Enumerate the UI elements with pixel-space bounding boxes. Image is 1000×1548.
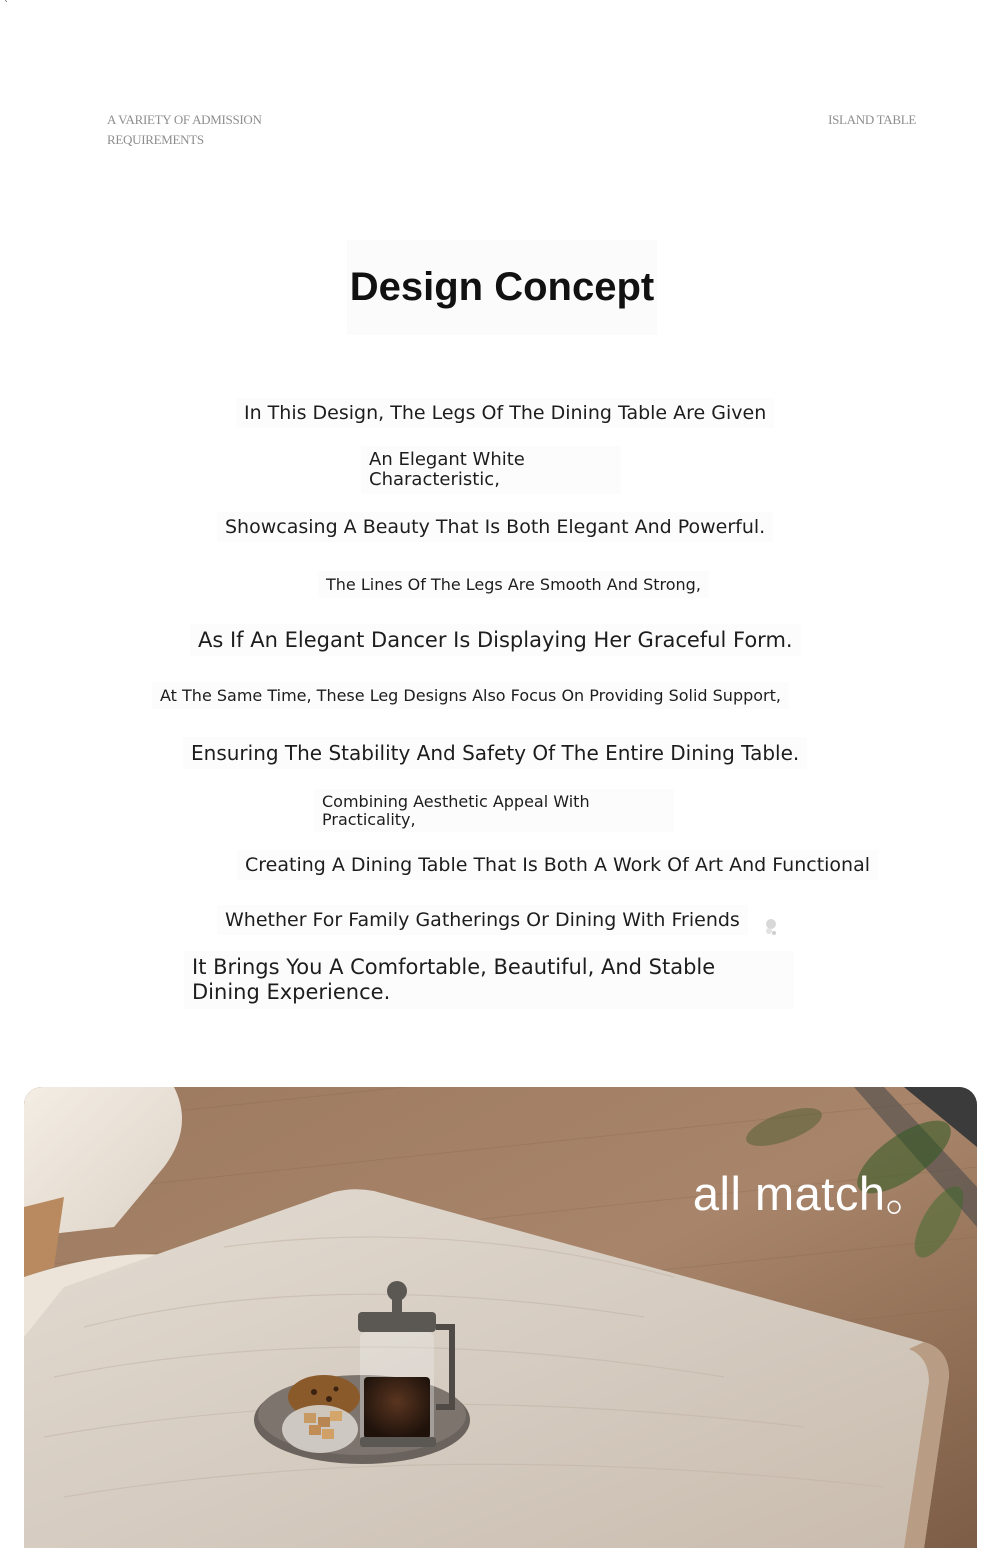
concept-line-2: An Elegant White Characteristic,	[361, 446, 621, 494]
concept-line-6: At The Same Time, These Leg Designs Also Focus On Providing Solid Support,	[152, 682, 789, 709]
product-photo	[24, 1087, 977, 1548]
header-right-text: ISLAND TABLE	[828, 112, 916, 127]
concept-line-9: Creating A Dining Table That Is Both A Work Of Art And Functional	[237, 850, 878, 880]
smudge-mark	[758, 914, 784, 940]
concept-line-8: Combining Aesthetic Appeal With Practicality,	[314, 789, 674, 832]
concept-line-5: As If An Elegant Dancer Is Displaying Her Graceful Form.	[190, 624, 801, 656]
concept-line-7: Ensuring The Stability And Safety Of The Entire Dining Table.	[183, 737, 807, 769]
page-title: Design Concept	[349, 265, 655, 309]
concept-line-3: Showcasing A Beauty That Is Both Elegant And Powerful.	[217, 512, 773, 542]
title-block	[347, 240, 657, 335]
concept-line-4: The Lines Of The Legs Are Smooth And Strong,	[318, 571, 709, 598]
concept-line-10: Whether For Family Gatherings Or Dining With Friends	[217, 905, 748, 935]
concept-line-11: It Brings You A Comfortable, Beautiful, And Stable Dining Experience.	[184, 951, 794, 1009]
corner-mark: `	[4, 0, 9, 11]
photo-caption: all match。	[692, 1167, 933, 1220]
header-left-text: A VARIETY OF ADMISSION REQUIREMENTS	[107, 112, 262, 147]
concept-line-1: In This Design, The Legs Of The Dining Table Are Given	[236, 398, 774, 428]
